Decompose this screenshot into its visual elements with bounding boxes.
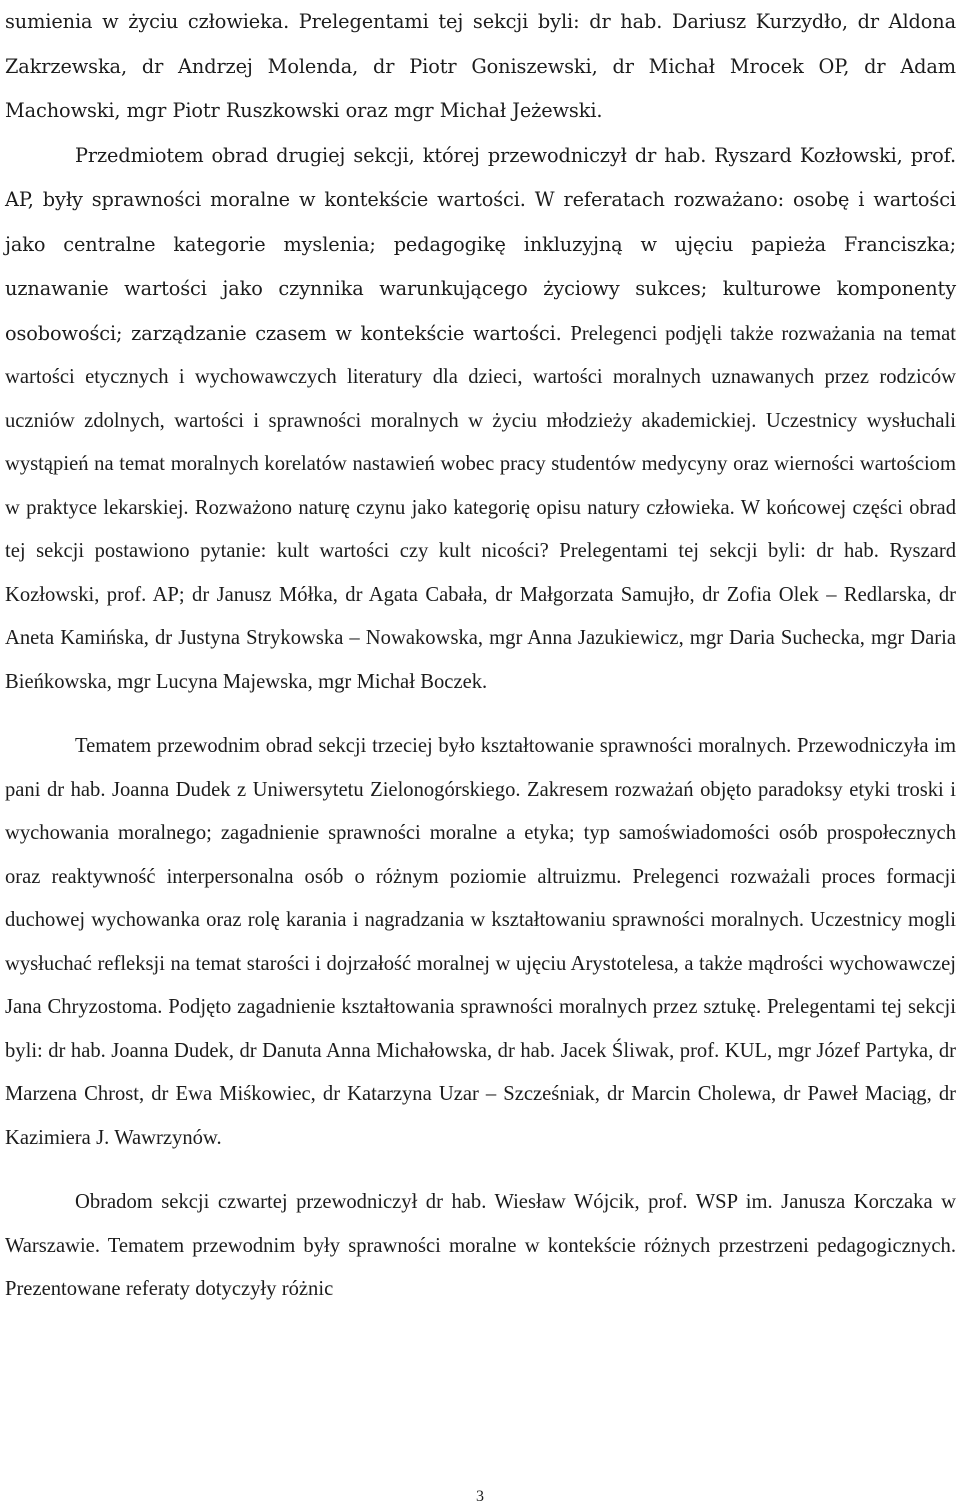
paragraph-1	[5, 0, 956, 134]
paragraph-3-text: Tematem przewodnim obrad sekcji trzeciej było kształtowanie sprawności moralnych. Przewodniczyła im pani dr hab. Joanna Dudek z Uniwersytetu Zielonogórskiego. Zakresem rozważań objęto paradoksy etyki troski i wychowania moralnego; zagadnienie sprawności moralne a etyka; typ samoświadomości osób prospołecznych oraz reaktywność interpersonalna osób o różnym poziomie altruizmu. Prelegenci rozważali proces formacji duchowej wychowanka oraz rolę karania i nagradzania w kształtowaniu sprawności moralnych. Uczestnicy mogli wysłuchać refleksji na temat starości i dojrzałość moralnej w ujęciu Arystotelesa, a także mądrości wychowawczej Jana Chryzostoma. Podjęto zagadnienie kształtowania sprawności moralnych przez sztukę. Prelegentami tej sekcji byli: dr hab. Joanna Dudek, dr Danuta Anna Michałowska, dr hab. Jacek Śliwak, prof. KUL, mgr Józef Partyka, dr Marzena Chrost, dr Ewa Miśkowiec, dr Katarzyna Uzar – Szcześniak, dr Marcin Cholewa, dr Paweł Maciąg, dr Kazimiera J. Wawrzynów.	[5, 735, 956, 1149]
paragraph-4	[5, 1181, 956, 1312]
paragraph-4-text: Obradom sekcji czwartej przewodniczył dr hab. Wiesław Wójcik, prof. WSP im. Janusza Korczaka w Warszawie. Tematem przewodnim były sprawności moralne w kontekście różnych przestrzeni pedagogicznych. Prezentowane referaty dotyczyły różnic	[5, 1191, 956, 1300]
paragraph-2	[5, 134, 956, 705]
paragraph-2-text-b: Prelegenci podjęli także rozważania na temat wartości etycznych i wychowawczych literatury dla dzieci, wartości moralnych uznawanych przez rodziców uczniów zdolnych, wartości i sprawności moralnych w życiu młodzieży akademickiej. Uczestnicy wysłuchali wystąpień na temat moralnych korelatów nastawień wobec pracy studentów medycyny oraz wierności wartościom w praktyce lekarskiej. Rozważono naturę czynu jako kategorię opisu natury człowieka. W końcowej części obrad tej sekcji postawiono pytanie: kult wartości czy kult nicości? Prelegentami tej sekcji byli: dr hab. Ryszard Kozłowski, prof. AP; dr Janusz Mółka, dr Agata Cabała, dr Małgorzata Samujło, dr Zofia Olek – Redlarska, dr Aneta Kamińska, dr Justyna Strykowska – Nowakowska, mgr Anna Jazukiewicz, mgr Daria Suchecka, mgr Daria Bieńkowska, mgr Lucyna Majewska, mgr Michał Boczek.	[5, 322, 956, 693]
paragraph-2-text-a: Przedmiotem obrad drugiej sekcji, której przewodniczył dr hab. Ryszard Kozłowski, prof. AP, były sprawności moralne w kontekście wartości. W referatach rozważano: osobę i wartości jako centralne kategorie myslenia; pedagogikę inkluzyjną w ujęciu papieża Franciszka; uznawanie wartości jako czynnika warunkującego życiowy sukces; kulturowe komponenty osobowości; zarządzanie czasem w kontekście wartości.	[5, 143, 956, 345]
paragraph-1-text: sumienia w życiu człowieka. Prelegentami tej sekcji byli: dr hab. Dariusz Kurzydło, dr Aldona Zakrzewska, dr Andrzej Molenda, dr Piotr Goniszewski, dr Michał Mrocek OP, dr Adam Machowski, mgr Piotr Ruszkowski oraz mgr Michał Jeżewski.	[5, 10, 956, 122]
document-page	[5, 0, 956, 1312]
paragraph-3	[5, 725, 956, 1160]
page-number: 3	[476, 1488, 484, 1505]
